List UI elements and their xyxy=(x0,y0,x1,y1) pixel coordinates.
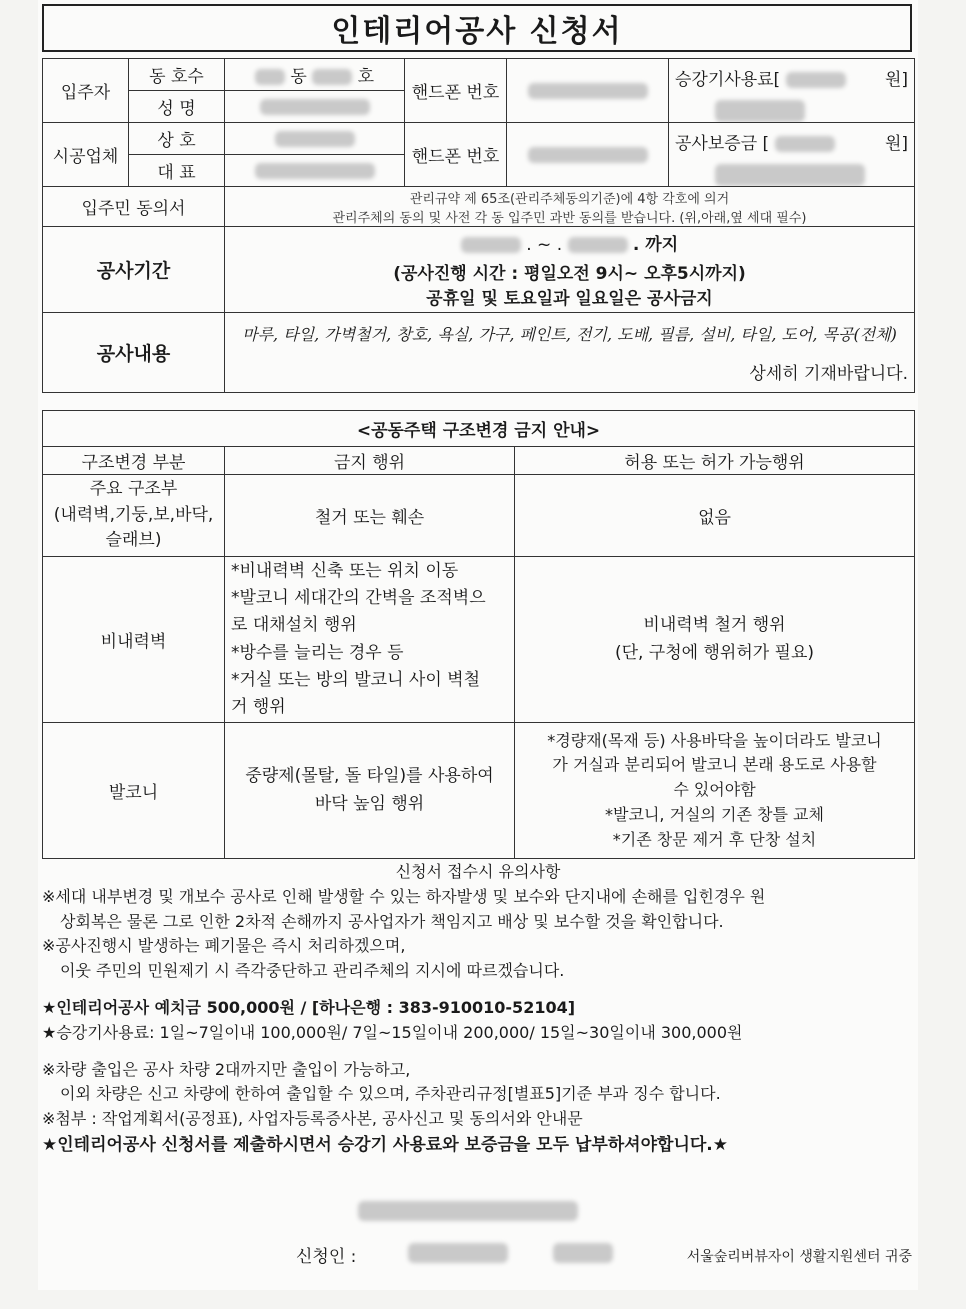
period-dots: . ~ . xyxy=(526,235,563,255)
row1-allowed: 없음 xyxy=(515,475,915,557)
row2-forbidden-2: *발코니 세대간의 간벽을 조적벽으 xyxy=(231,588,486,609)
structure-header: <공동주택 구조변경 금지 안내> xyxy=(43,411,915,447)
period-label: 공사기간 xyxy=(43,227,225,313)
period-holiday: 공휴일 및 토요일과 일요일은 공사금지 xyxy=(426,289,713,309)
content-value xyxy=(225,313,915,393)
content-note: 상세히 기재바랍니다. xyxy=(749,363,908,384)
row2-allowed-2: (단, 구청에 행위허가 필요) xyxy=(614,642,815,663)
notes-heading: 신청서 접수시 유의사항 xyxy=(395,862,561,881)
unit-label: 동 호수 xyxy=(129,59,225,91)
row2-allowed xyxy=(515,557,915,723)
row3-allowed-1: *경량재(목재 등) 사용바닥을 높이더라도 발코니 xyxy=(547,730,882,750)
row2-part: 비내력벽 xyxy=(43,557,225,723)
content-handwritten: 마루, 타일, 가벽철거, 창호, 욕실, 가구, 페인트, 전기, 도배, 필름, 설비, 타일, 도어, 목공(전체) xyxy=(242,324,897,344)
ho-label: 호 xyxy=(357,67,375,87)
name-value xyxy=(225,91,405,123)
content-label: 공사내용 xyxy=(43,313,225,393)
consent-label: 입주민 동의서 xyxy=(43,187,225,227)
applicant-table xyxy=(42,58,915,393)
row1-part-line3: 슬래브) xyxy=(105,530,162,551)
table-row xyxy=(43,557,915,723)
row3-part: 발코니 xyxy=(43,723,225,859)
structure-table xyxy=(42,410,915,859)
note-deposit: ★인테리어공사 예치금 500,000원 / [하나은행 : 383-910010-52104] xyxy=(42,997,576,1017)
elevator-fee-won: 원] xyxy=(884,70,908,90)
col-part: 구조변경 부분 xyxy=(43,447,225,475)
company-label: 상 호 xyxy=(129,123,225,155)
footer xyxy=(38,1190,918,1290)
row3-allowed-2: 가 거실과 분리되어 발코니 본래 용도로 사용할 xyxy=(552,755,877,775)
elevator-fee-cell xyxy=(669,59,915,123)
table-row xyxy=(43,723,915,859)
elevator-fee-label: 승강기사용료[ xyxy=(675,70,781,90)
row3-forbidden xyxy=(225,723,515,859)
note-3a: ※차량 출입은 공사 차량 2대까지만 출입이 가능하고, xyxy=(42,1059,411,1079)
row3-forbidden-2: 바닥 높임 행위 xyxy=(314,793,425,814)
note-1a: ※세대 내부변경 및 개보수 공사로 인해 발생할 수 있는 하자발생 및 보수와 단지내에 손해를 입힌경우 원 xyxy=(42,886,766,906)
contractor-phone-label: 핸드폰 번호 xyxy=(405,123,507,187)
contractor-label: 시공업체 xyxy=(43,123,129,187)
row2-allowed-1: 비내력벽 철거 행위 xyxy=(643,615,786,636)
page-title: 인테리어공사 신청서 xyxy=(331,14,623,49)
period-value xyxy=(225,227,915,313)
resident-phone-value xyxy=(507,59,669,123)
recipient: 서울숲리버뷰자이 생활지원센터 귀중 xyxy=(686,1249,912,1265)
rep-label: 대 표 xyxy=(129,155,225,187)
table-row xyxy=(43,475,915,557)
notes-section xyxy=(42,860,914,1158)
row2-forbidden-1: *비내력벽 신축 또는 위치 이동 xyxy=(231,560,459,581)
row3-allowed-3: 수 있어야함 xyxy=(673,780,756,800)
dong-label: 동 xyxy=(290,67,307,87)
note-4: ※첨부 : 작업계획서(공정표), 사업자등록증사본, 공사신고 및 동의서와 안내문 xyxy=(42,1109,583,1129)
consent-line-1: 관리규약 제 65조(관리주체동의기준)에 4항 각호에 의거 xyxy=(409,191,730,207)
row2-forbidden-4: *방수를 늘리는 경우 등 xyxy=(231,642,404,663)
date-blurred xyxy=(358,1200,578,1221)
application-form xyxy=(38,0,918,1290)
row2-forbidden-5: *거실 또는 방의 발코니 사이 벽철 xyxy=(231,669,481,690)
consent-line-2: 관리주체의 동의 및 사전 각 동 입주민 과반 동의를 받습니다. (위,아래,옆 세대 필수) xyxy=(332,210,807,226)
row1-part xyxy=(43,475,225,557)
period-hours: (공사진행 시간 : 평일오전 9시~ 오후5시까지) xyxy=(393,264,746,284)
title-box xyxy=(42,4,912,52)
row3-forbidden-1: 중량제(몰탈, 돌 타일)를 사용하여 xyxy=(245,766,494,787)
deposit-won: 원] xyxy=(884,134,908,154)
row1-part-line1: 주요 구조부 xyxy=(89,479,178,500)
applicant-blurred xyxy=(408,1242,613,1263)
deposit-label: 공사보증금 [ xyxy=(675,134,770,154)
note-final: ★인테리어공사 신청서를 제출하시면서 승강기 사용료와 보증금을 모두 납부하셔야합니다.★ xyxy=(42,1134,728,1155)
rep-value xyxy=(225,155,405,187)
row3-allowed-4: *발코니, 거실의 기존 창틀 교체 xyxy=(605,804,824,824)
note-fee: ★승강기사용료: 1일~7일이내 100,000원/ 7일~15일이내 200,000/ 15일~30일이내 300,000원 xyxy=(42,1022,743,1042)
contractor-phone-value xyxy=(507,123,669,187)
row1-part-line2: (내력벽,기둥,보,바닥, xyxy=(53,504,214,525)
col-allowed: 허용 또는 허가 가능행위 xyxy=(515,447,915,475)
company-value xyxy=(225,123,405,155)
period-until: . 까지 xyxy=(632,235,679,255)
row3-allowed xyxy=(515,723,915,859)
applicant-label: 신청인 : xyxy=(296,1247,357,1267)
note-2a: ※공사진행시 발생하는 폐기물은 즉시 처리하겠으며, xyxy=(42,936,406,956)
note-1b: 상회복은 물론 그로 인한 2차적 손해까지 공사업자가 책임지고 배상 및 보수할 것을 확인합니다. xyxy=(60,911,724,931)
row2-forbidden xyxy=(225,557,515,723)
consent-text xyxy=(225,187,915,227)
note-3b: 이외 차량은 신고 차량에 한하여 출입할 수 있으며, 주차관리규정[별표5]기준 부과 징수 합니다. xyxy=(60,1084,721,1104)
resident-phone-label: 핸드폰 번호 xyxy=(405,59,507,123)
row1-forbidden: 철거 또는 훼손 xyxy=(225,475,515,557)
resident-label: 입주자 xyxy=(43,59,129,123)
col-forbidden: 금지 행위 xyxy=(225,447,515,475)
unit-value xyxy=(225,59,405,91)
row2-forbidden-3: 로 대채설치 행위 xyxy=(231,615,357,636)
row3-allowed-5: *기존 창문 제거 후 단창 설치 xyxy=(612,829,817,849)
row2-forbidden-6: 거 행위 xyxy=(231,696,286,717)
note-2b: 이웃 주민의 민원제기 시 즉각중단하고 관리주체의 지시에 따르겠습니다. xyxy=(60,961,565,981)
name-label: 성 명 xyxy=(129,91,225,123)
deposit-cell xyxy=(669,123,915,187)
